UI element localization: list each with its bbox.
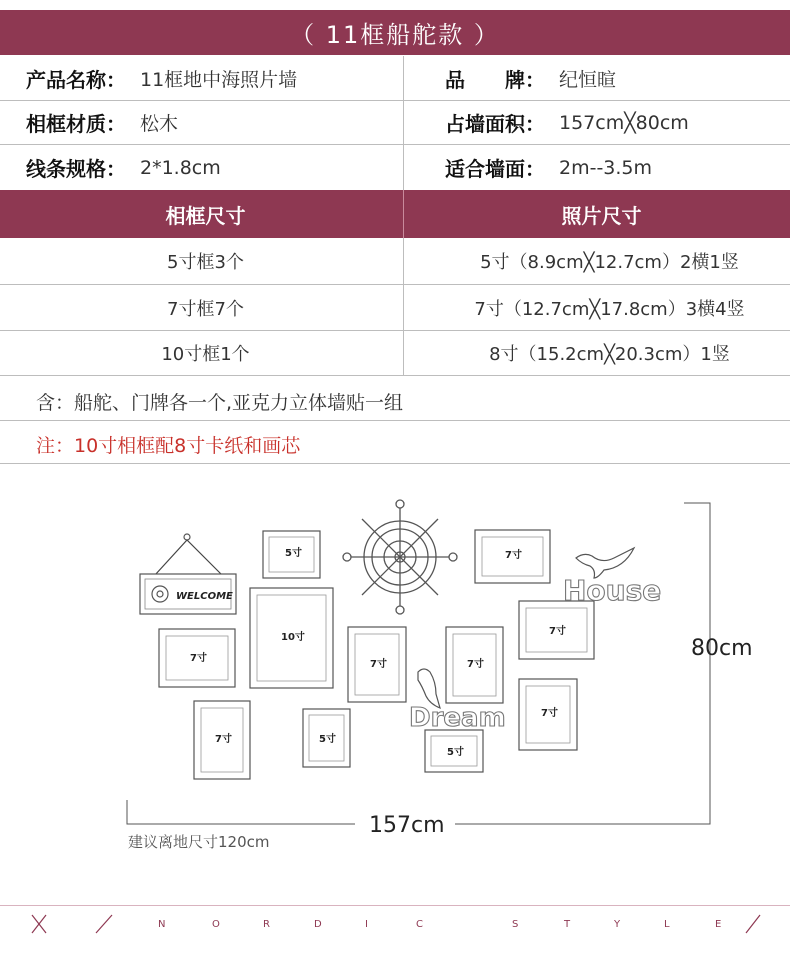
spec-label: 适合墙面： [445,157,545,181]
warning-note: 注：10寸相框配8寸卡纸和画芯 [36,435,301,457]
spec-value: 2m--3.5m [559,156,653,179]
table-cell: 7寸（12.7cm╳17.8cm）3横4竖 [474,298,745,320]
spec-label: 品 牌： [445,67,545,92]
spec-label: 占墙面积： [445,112,545,136]
spec-value: 2*1.8cm [140,156,221,179]
frame-label: 7寸 [541,708,558,719]
width-dimension: 157cm [369,813,445,838]
footer-letter: D [314,919,323,930]
frame-label: 7寸 [190,653,207,664]
height-dimension: 80cm [691,636,753,661]
footer-letter: O [212,919,221,930]
footer-letter: E [715,919,723,930]
header-frame-size: 相框尺寸 [165,203,246,228]
spec-label: 产品名称： [26,67,126,92]
frame-label: 7寸 [505,550,522,561]
spec-label: 相框材质： [26,112,126,136]
welcome-text: WELCOME [176,591,233,602]
frame-label: 10寸 [281,632,305,643]
table-cell: 5寸框3个 [167,252,244,273]
frame-label: 7寸 [215,734,232,745]
table-cell: 7寸框7个 [167,298,244,320]
frame-label: 7寸 [370,659,387,670]
ship-wheel-icon [343,500,457,614]
house-decal: House [563,574,662,607]
spec-value: 纪恒暄 [559,68,617,91]
frame-label: 5寸 [447,747,464,758]
footer-letter: Y [614,919,622,930]
spec-value: 157cm╳80cm [559,111,689,134]
frame-label: 5寸 [285,548,302,559]
spec-label: 线条规格： [26,157,126,181]
footer-letter: R [263,919,271,930]
nordic-style-footer [0,905,790,945]
slash-icon [96,915,112,933]
spec-value: 11框地中海照片墙 [140,68,298,91]
footer-letter: L [664,919,671,930]
frame-label: 7寸 [467,659,484,670]
footer-letter: T [564,919,572,930]
contents-note: 含：船舵、门牌各一个,亚克力立体墙贴一组 [36,392,404,414]
table-cell: 8寸（15.2cm╳20.3cm）1竖 [489,344,730,365]
footer-letter: I [365,919,369,930]
welcome-sign [140,534,236,614]
frame-label: 7寸 [549,626,566,637]
ground-height-note: 建议离地尺寸120cm [128,833,270,851]
table-cell: 5寸（8.9cm╳12.7cm）2横1竖 [480,252,739,273]
spec-value: 松木 [140,113,179,135]
page-title: （ 11框船舵款 ） [290,21,500,49]
frame-label: 5寸 [319,734,336,745]
table-cell: 10寸框1个 [161,344,250,365]
header-photo-size: 照片尺寸 [561,203,642,228]
slash-icon [746,915,760,933]
footer-letter: C [416,919,424,930]
dream-decal: Dream [409,703,506,733]
footer-letter: S [512,919,520,930]
footer-letter: N [158,919,167,930]
